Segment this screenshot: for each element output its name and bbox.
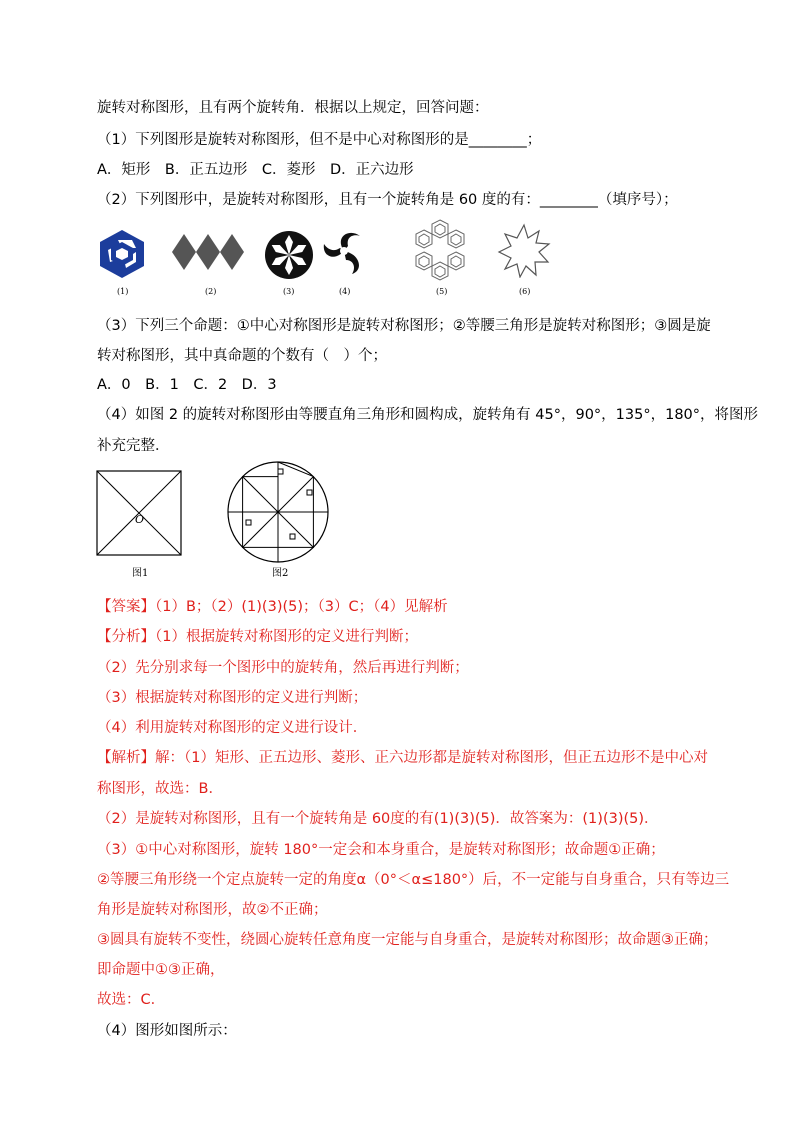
shape-2-diamonds xyxy=(172,232,244,272)
shape-5-hexagons xyxy=(402,218,478,286)
shape-4-swirl xyxy=(320,226,368,276)
question-4-cont: 补充完整． xyxy=(97,438,170,454)
solution-line: ②等腰三角形绕一个定点旋转一定的角度α（0°＜α≤180°）后，不一定能与自身重合，只有等边三 xyxy=(97,872,730,888)
analysis-line: 【分析】（1）根据旋转对称图形的定义进行判断； xyxy=(97,629,418,645)
answer-line: 【答案】（1）B；（2）(1)(3)(5)；（3）C；（4）见解析 xyxy=(97,599,448,615)
solution-line: （4）图形如图所示： xyxy=(97,1023,237,1039)
question-4: （4）如图 2 的旋转对称图形由等腰直角三角形和圆构成，旋转角有 45°，90°，135°，180°，将图形 xyxy=(97,407,759,423)
question-3-options: A．0 B．1 C．2 D．3 xyxy=(97,377,277,393)
analysis-line: （2）先分别求每一个图形中的旋转角，然后再进行判断； xyxy=(97,660,469,676)
analysis-line: （4）利用旋转对称图形的定义进行设计． xyxy=(97,720,368,736)
shape-caption: (1) xyxy=(117,287,129,296)
solution-line: ③圆具有旋转不变性，绕圆心旋转任意角度一定能与自身重合，是旋转对称图形；故命题③正确； xyxy=(97,932,718,948)
solution-line: （3）①中心对称图形，旋转 180°一定会和本身重合，是旋转对称图形；故命题①正确； xyxy=(97,842,665,858)
question-1-options: A．矩形 B．正五边形 C．菱形 D．正六边形 xyxy=(97,162,414,178)
shape-6-star xyxy=(496,222,552,278)
shape-caption: (2) xyxy=(205,287,217,296)
question-3-cont: 转对称图形，其中真命题的个数有（ ）个； xyxy=(97,348,387,364)
question-1: （1）下列图形是旋转对称图形，但不是中心对称图形的是________； xyxy=(97,132,542,148)
solution-line: （2）是旋转对称图形，且有一个旋转角是 60度的有(1)(3)(5)．故答案为：(1)(3)(5)． xyxy=(97,811,659,827)
solution-line: 即命题中①③正确， xyxy=(97,962,225,978)
shape-caption: (3) xyxy=(283,287,295,296)
solution-line: 角形是旋转对称图形，故②不正确； xyxy=(97,902,328,918)
solution-line: 称图形，故选：B． xyxy=(97,781,223,797)
question-3: （3）下列三个命题：①中心对称图形是旋转对称图形；②等腰三角形是旋转对称图形；③圆是旋 xyxy=(97,318,711,334)
shape-caption: (5) xyxy=(436,287,448,296)
shape-caption: (4) xyxy=(339,287,351,296)
figure-2-circle xyxy=(226,460,330,564)
shape-caption: (6) xyxy=(519,287,531,296)
solution-line: 【解析】解：（1）矩形、正五边形、菱形、正六边形都是旋转对称图形，但正五边形不是中心对 xyxy=(97,750,708,766)
solution-line: 故选：C． xyxy=(97,992,166,1008)
question-2: （2）下列图形中，是旋转对称图形，且有一个旋转角是 60 度的有：________（填序号）； xyxy=(97,192,678,208)
shape-1-logo xyxy=(96,228,148,280)
shape-3-flower xyxy=(264,230,314,280)
text-line: 旋转对称图形，且有两个旋转角．根据以上规定，回答问题： xyxy=(97,100,489,116)
figure-2-caption: 图2 xyxy=(272,568,289,579)
center-label: O xyxy=(135,513,145,526)
figure-1-caption: 图1 xyxy=(132,568,149,579)
analysis-line: （3）根据旋转对称图形的定义进行判断； xyxy=(97,690,368,706)
